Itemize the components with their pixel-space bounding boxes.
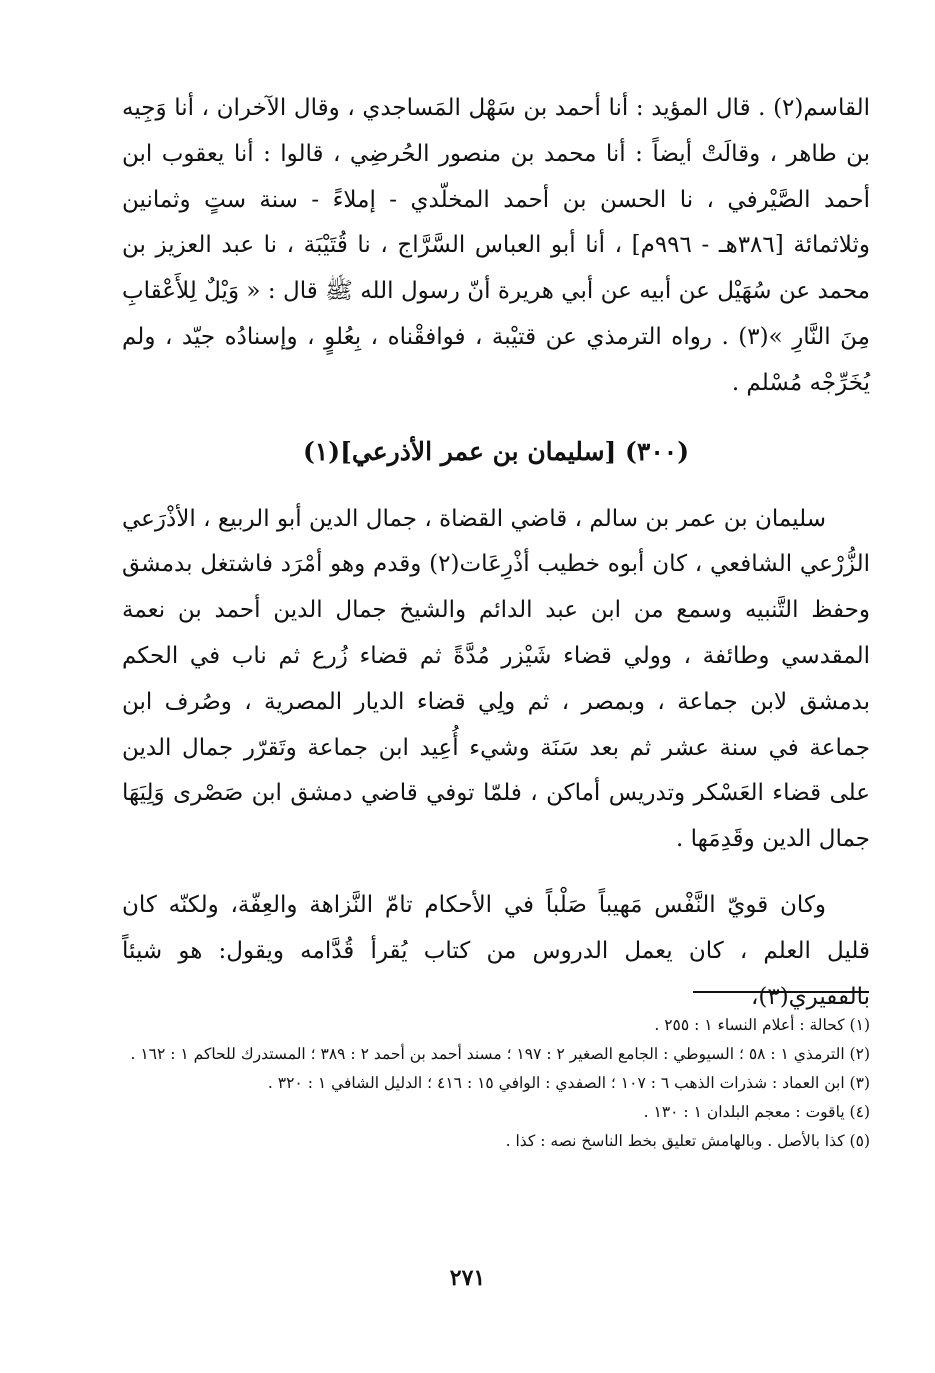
footnote-4: (٤) ياقوت : معجم البلدان ١ : ١٣٠ . — [643, 1103, 870, 1121]
footnote-5: (٥) كذا بالأصل . وبالهامش تعليق بخط الناسخ نصه : كذا . — [505, 1132, 870, 1150]
footnote-2: (٢) الترمذي ١ : ٥٨ ؛ السيوطي : الجامع الصغير ٢ : ١٩٧ ؛ مسند أحمد بن أحمد ٢ : ٣٨٩ ؛ المستدرك للحاكم ١ : ١٦٢ . — [130, 1045, 870, 1063]
footnote-1: (١) كحالة : أعلام النساء ١ : ٢٥٥ . — [654, 1016, 870, 1034]
entry-paragraph-2: وكان قويّ النَّفْس مَهيباً صَلْباً في الأحكام تامّ النَّزاهة والعِفّة، ولكنّه كان قليل العلم ، كان يعمل الدروس من كتاب يُقرأ قُدَّامه ويقول: هو شيئاً بالفقيري(٣)، — [122, 891, 870, 1010]
footnotes-list — [122, 1013, 870, 1158]
footnote-3: (٣) ابن العماد : شذرات الذهب ٦ : ١٠٧ ؛ الصفدي : الوافي ١٥ : ٤١٦ ؛ الدليل الشافي ١ : ٣٢٠ . — [267, 1074, 870, 1092]
entry-paragraph-1: سليمان بن عمر بن سالم ، قاضي القضاة ، جمال الدين أبو الربيع ، الأذْرَعي الزُّرْعي الشافعي ، كان أبوه خطيب أذْرِعَات(٢) وقدم وهو أمْرَد فاشتغل بدمشق وحفظ التَّنبيه وسمع من ابن عبد الدائم والشيخ جمال الدين أحمد بن نعمة المقدسي وطائفة ، وولي قضاء شَيْزر مُدَّةً ثم قضاء زُرع ثم ناب في الحكم بدمشق لابن جماعة ، وبمصر ، ثم ولِي قضاء الديار المصرية ، وصُرف ابن جماعة في سنة عشر ثم بعد سَنَة وشيء أُعِيد ابن جماعة وتَقرّر جمال الدين على قضاء العَسْكر وتدريس أماكن ، فلمّا توفي قاضي دمشق ابن صَصْرى وَلِيَهَا جمال الدين وقَدِمَها . — [122, 505, 870, 853]
entry-heading: (٣٠٠) [سليمان بن عمر الأذرعي](١) — [302, 436, 690, 466]
intro-paragraph: القاسم(٢) . قال المؤيد : أنا أحمد بن سَهْل المَساجدي ، وقال الآخران ، أنا وَجِيه بن طاهر ، وقالَتْ أيضاً : أنا محمد بن منصور الحُرضِي ، قالوا : أنا يعقوب ابن أحمد الصَّيْرفي ، نا الحسن بن أحمد المخلّدي - إملاءً - سنة ستٍ وثمانين وثلاثمائة [٣٨٦هـ - ٩٩٦م] ، أنا أبو العباس السَّرَّاج ، نا قُتَيْبَة ، نا عبد العزيز بن محمد عن سُهَيْل عن أبيه عن أبي هريرة أنّ رسول الله ﷺ قال : « وَيْلٌ لِلأَعْقابِ مِنَ النَّارِ »(٣) . رواه الترمذي عن قتيْبة ، فوافقْناه ، بِعُلوٍ ، وإسنادُه جيّد ، ولم يُخَرِّجْه مُسْلم . — [122, 95, 870, 396]
page-number: ٢٧١ — [449, 1265, 486, 1291]
main-text — [122, 86, 870, 1020]
footnote-divider — [693, 991, 869, 993]
